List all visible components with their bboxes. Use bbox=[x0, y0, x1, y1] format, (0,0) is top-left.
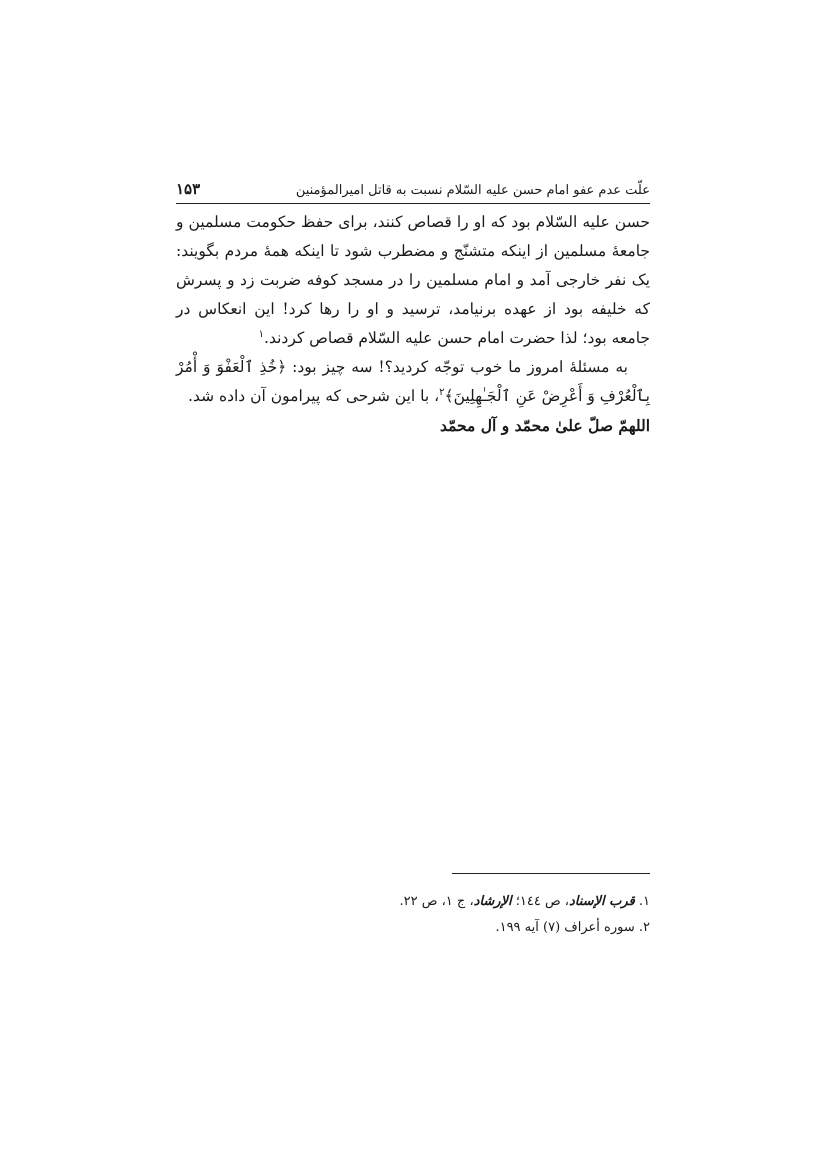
paragraph-1 bbox=[176, 208, 650, 353]
quran-verse: ﴿خُذِ ٱلْعَفْوَ وَ أْمُرْ بِٱلْعُرْفِ وَ أَعْرِضْ عَنِ ٱلْجَـٰهِلِينَ﴾ bbox=[176, 358, 650, 405]
footnote-1 bbox=[176, 889, 650, 915]
footnotes bbox=[176, 889, 650, 941]
page-header bbox=[176, 174, 650, 198]
footnote-2: ۲. سوره أعراف (۷) آیه ۱۹۹. bbox=[495, 920, 650, 935]
footnote-ref-1[interactable]: ۱ bbox=[258, 328, 265, 340]
footnote-1-tail: ، ج ۱، ص ۲۲. bbox=[399, 894, 474, 909]
paragraph-2-tail: ، با این شرحی که پیرامون آن داده شد. bbox=[188, 387, 440, 405]
paragraph-2 bbox=[176, 353, 650, 411]
paragraph-2-lead: به مسئلهٔ امروز ما خوب توجّه کردید؟! سه چیز بود: bbox=[286, 358, 628, 376]
paragraph-1-text: حسن علیه السّلام بود که او را قصاص کنند، برای حفظ حکومت مسلمین و جامعهٔ مسلمین از اینکه متشنّج و مضطرب شود تا اینکه همهٔ مردم بگویند: یک نفر خارجی آمد و امام مسلمین را در مسجد کوفه ضربت زد و پسرش که خلیفه بود از عهده برنیامد، ترسید و او را رها کرد! این انعکاس در جامعه بود؛ لذا حضرت امام حسن علیه السّلام قصاص کردند. bbox=[176, 213, 650, 347]
footnote-1-source-1: قرب الإسناد bbox=[569, 894, 635, 909]
footnote-1-mid: ، ص ۱٤٤؛ bbox=[511, 894, 569, 909]
running-title: علّت عدم عفو امام حسن علیه السّلام نسبت به قاتل امیرالمؤمنین bbox=[295, 183, 650, 198]
page-number: ۱۵۳ bbox=[176, 180, 201, 198]
body-text bbox=[176, 208, 650, 440]
footnote-rule bbox=[452, 873, 650, 874]
salawat-line: اللهمّ صلّ علیٰ محمّد و آل محمّد bbox=[439, 416, 650, 435]
footnote-1-source-2: الإرشاد bbox=[473, 894, 512, 909]
footnote-1-number: ۱. bbox=[634, 894, 650, 909]
header-rule bbox=[176, 203, 650, 204]
footnote-ref-2[interactable]: ۲ bbox=[439, 386, 445, 398]
